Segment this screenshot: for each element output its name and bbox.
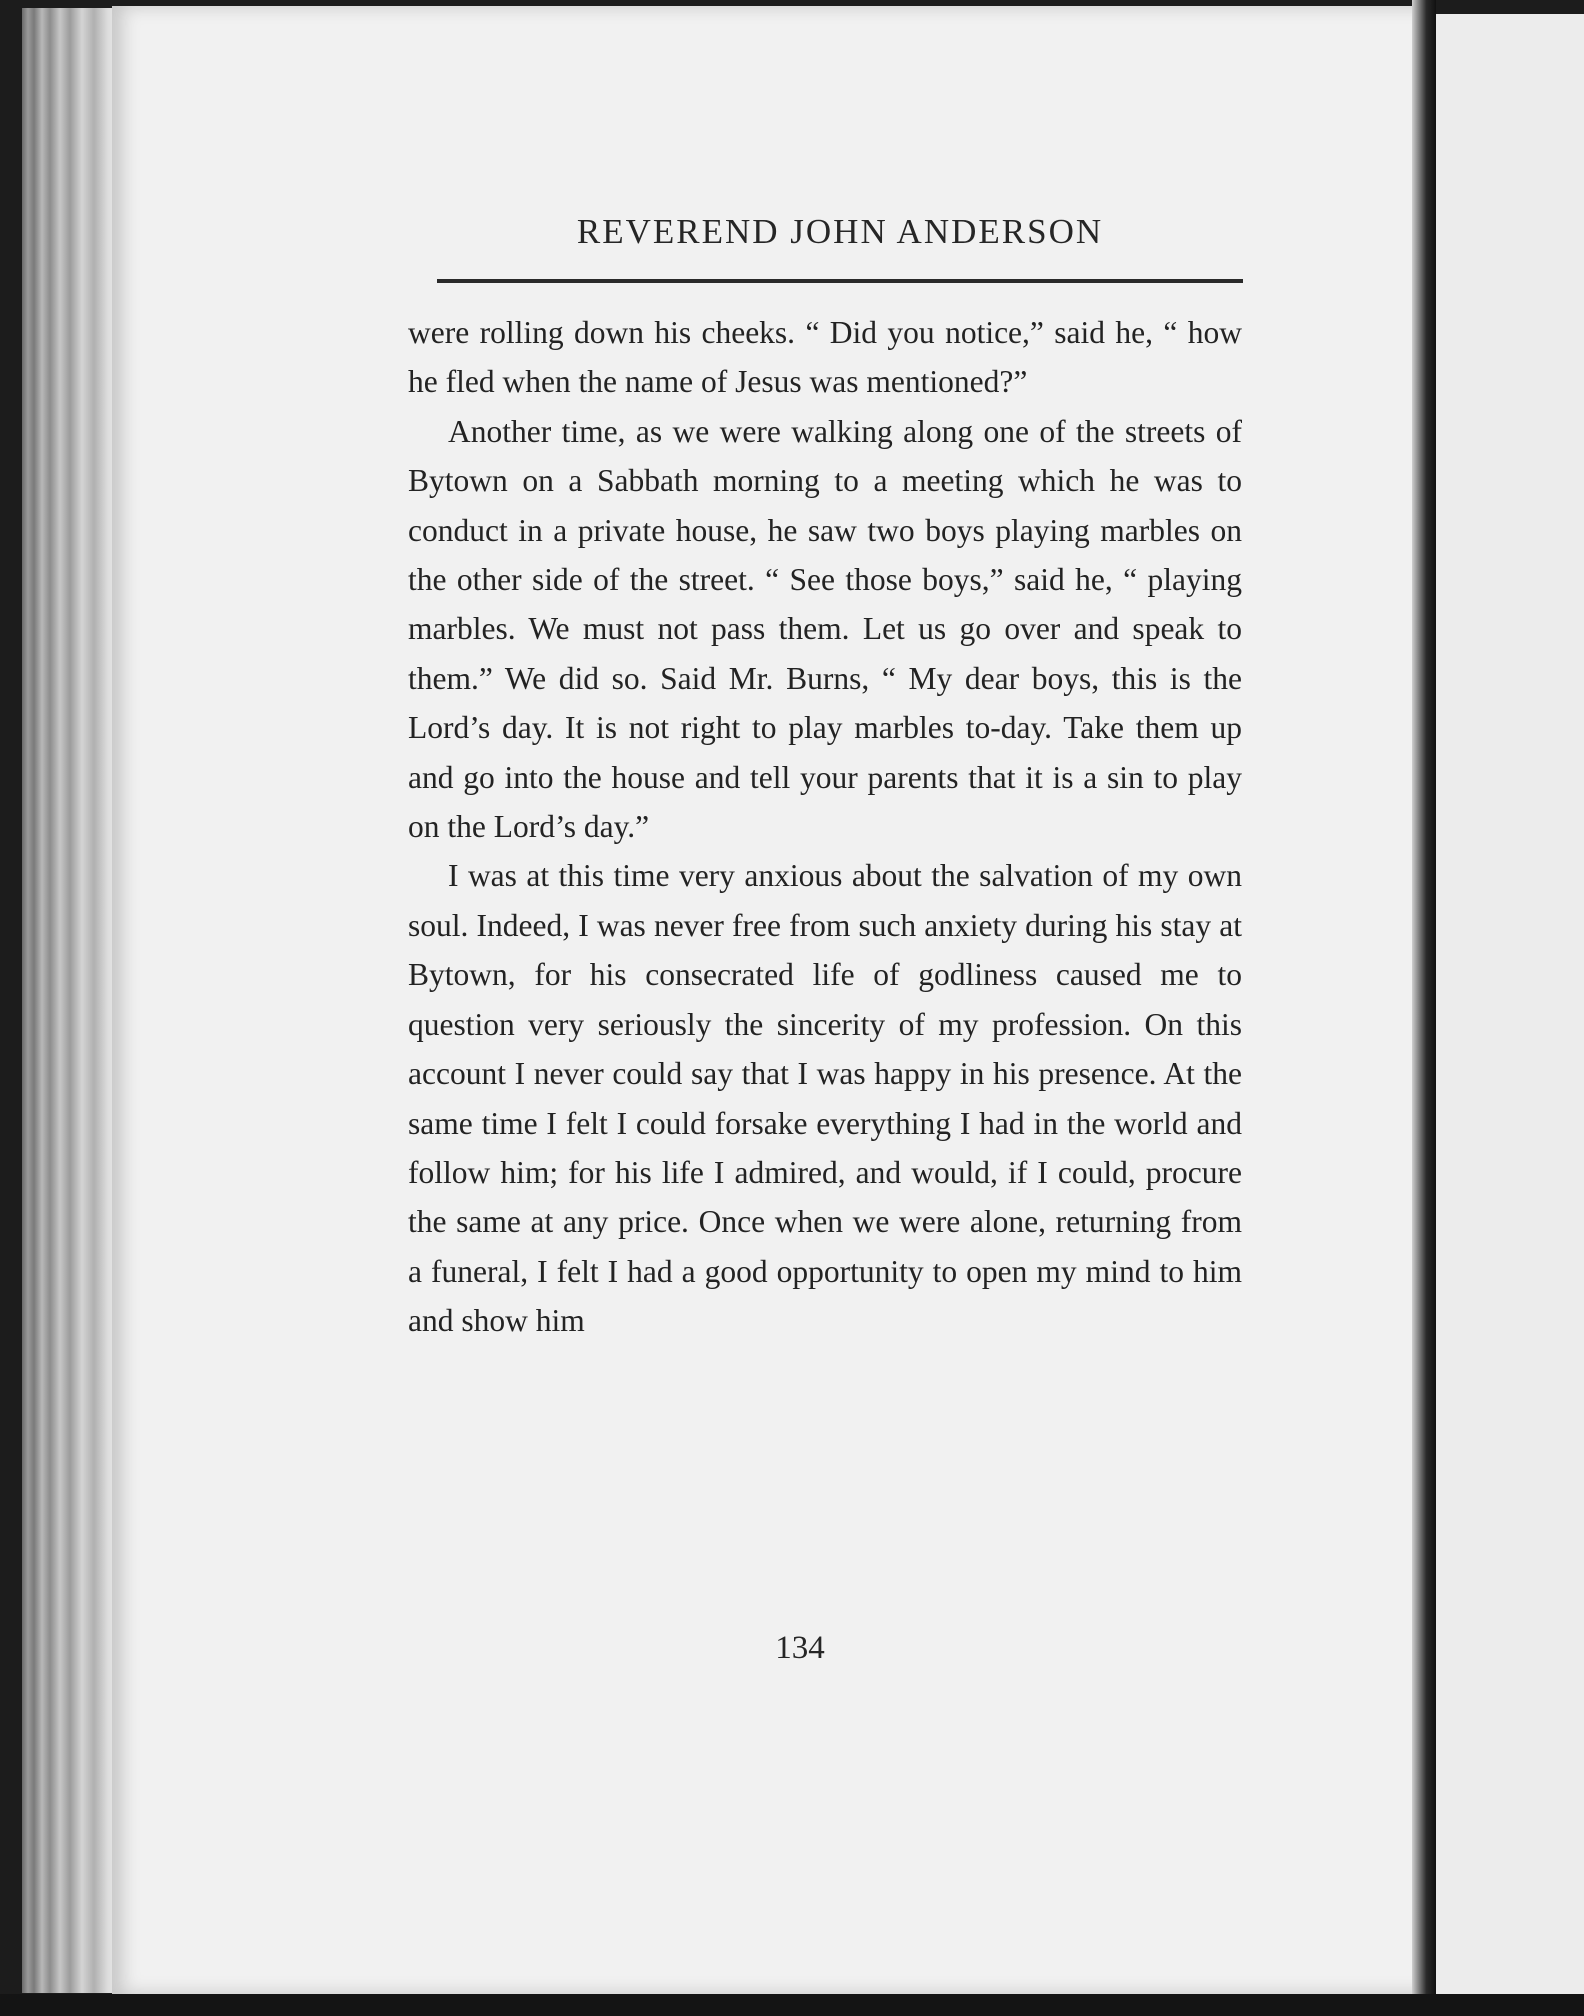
page-number: 134 — [775, 1630, 825, 1666]
page-body — [408, 308, 1242, 1346]
paragraph-marbles: Another time, as we were walking along one of the streets of Bytown on a Sabbath morning to a meeting which he was to conduct in a private house, he saw two boys playing marbles on the other side of the street. “ See those boys,” said he, “ playing marbles. We must not pass them. Let us go over and speak to them.” We did so. Said Mr. Burns, “ My dear boys, this is the Lord’s day. It is not right to play marbles to-day. Take them up and go into the house and tell your parents that it is a sin to play on the Lord’s day.” — [408, 413, 1242, 845]
facing-page-edge — [1436, 14, 1584, 1994]
running-head: REVEREND JOHN ANDERSON — [576, 212, 1104, 251]
paragraph-salvation: I was at this time very anxious about the salvation of my own soul. Indeed, I was never free from such anxiety during his stay at Bytown, for his consecrated life of godliness caused me to question very seriously the sincerity of my profession. On this account I never could say that I was happy in his presence. At the same time I felt I could forsake everything I had in the world and follow him; for his life I admired, and would, if I could, procure the same at any price. Once when we were alone, returning from a funeral, I felt I had a good opportunity to open my mind to him and show him — [408, 858, 1242, 1339]
book-gutter — [1412, 0, 1436, 2016]
header-rule — [437, 279, 1243, 283]
paragraph-continued: were rolling down his cheeks. “ Did you notice,” said he, “ how he fled when the name of Jesus was mentioned?” — [408, 315, 1242, 400]
page-edge-stack — [22, 8, 122, 1993]
scan-bottom-border — [0, 1994, 1584, 2016]
